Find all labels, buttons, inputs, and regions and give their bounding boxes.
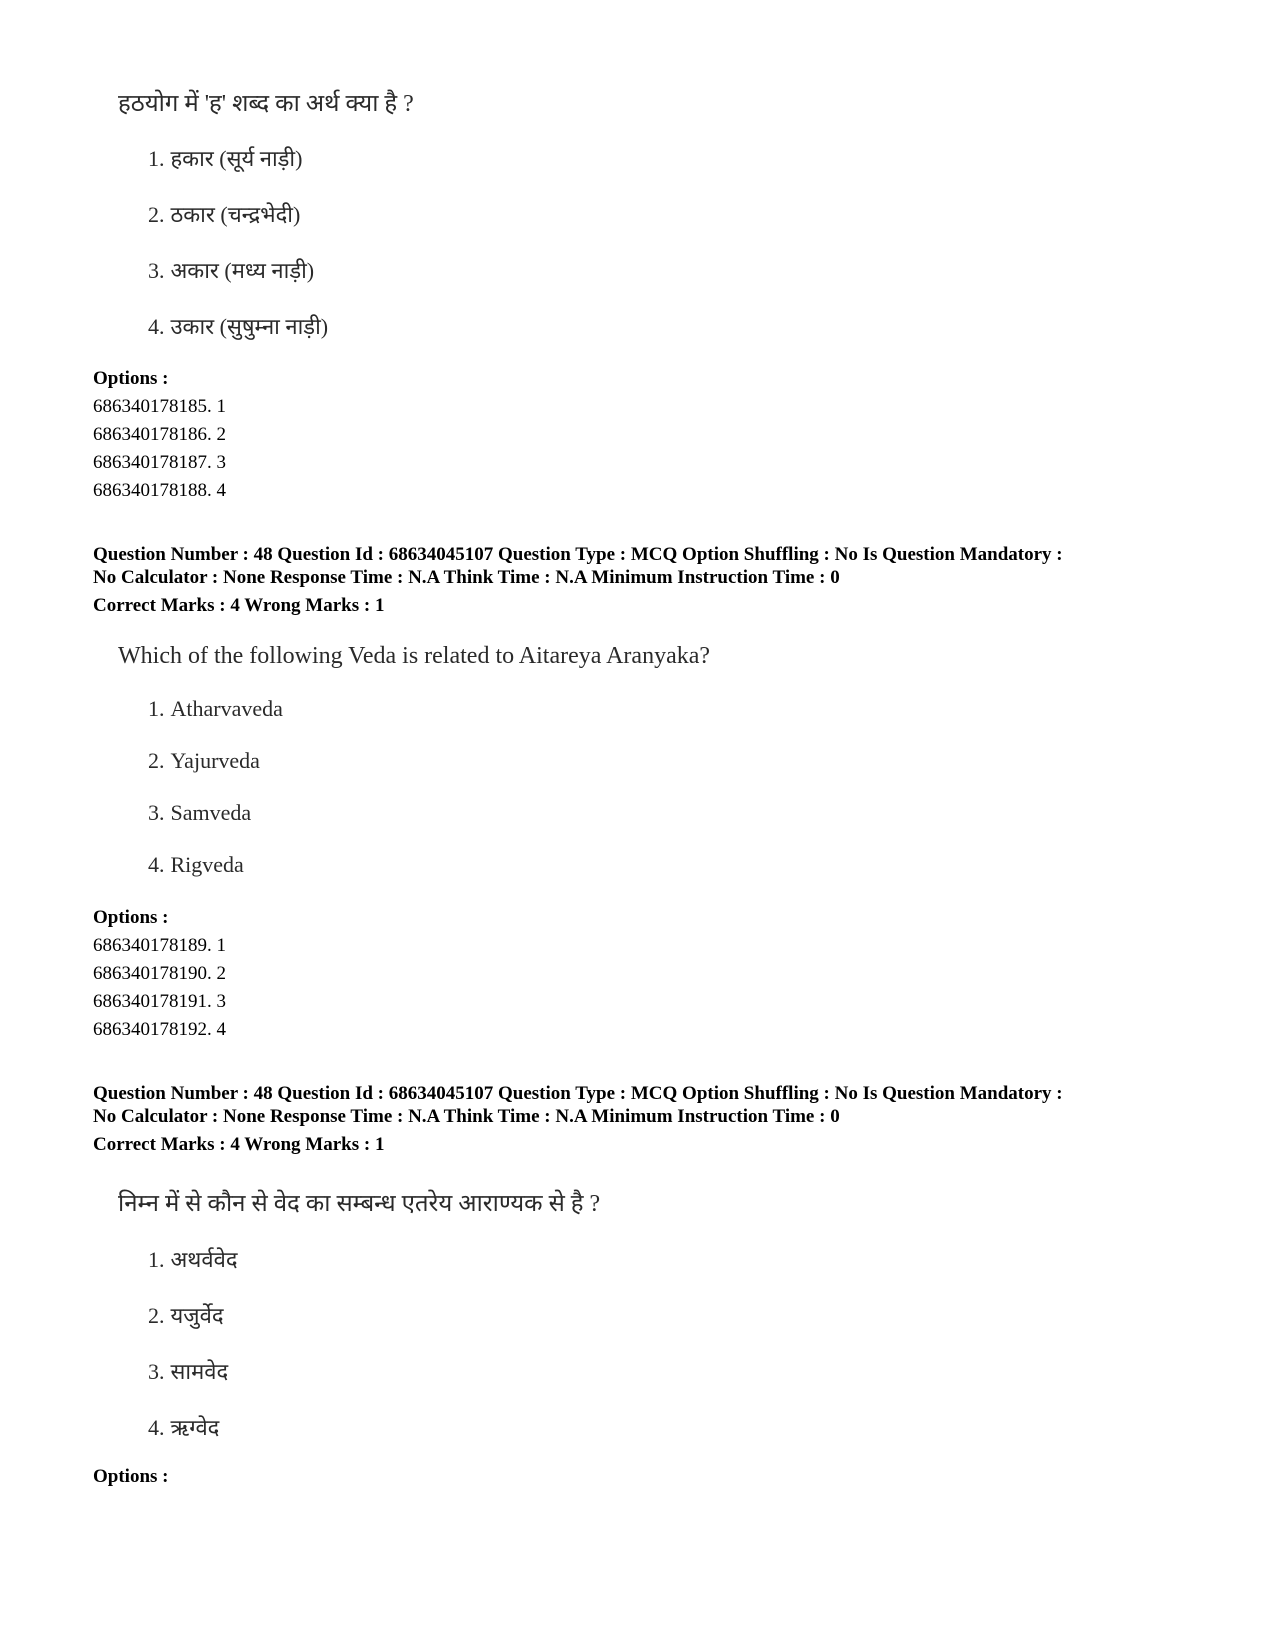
options-label: Options : — [93, 368, 169, 389]
choice-1 — [148, 143, 302, 173]
choice-2 — [148, 199, 300, 229]
option-id-line: 686340178187. 3 — [93, 452, 226, 473]
option-id-line: 686340178188. 4 — [93, 480, 226, 501]
choice-4 — [148, 311, 328, 341]
choice-text: Yajurveda — [170, 748, 260, 773]
choice-number: 4. — [148, 1415, 165, 1440]
option-id-line: 686340178186. 2 — [93, 424, 226, 445]
choice-1 — [148, 696, 283, 722]
choice-2 — [148, 748, 260, 774]
choice-number: 4. — [148, 852, 165, 877]
option-id-line: 686340178192. 4 — [93, 1019, 226, 1040]
choice-number: 3. — [148, 1359, 165, 1384]
question-marks: Correct Marks : 4 Wrong Marks : 1 — [93, 595, 385, 616]
option-id-line: 686340178189. 1 — [93, 935, 226, 956]
choice-number: 3. — [148, 258, 165, 283]
option-id-line: 686340178191. 3 — [93, 991, 226, 1012]
choice-text: ऋग्वेद — [170, 1415, 220, 1440]
choice-text: उकार (सुषुम्ना नाड़ी) — [170, 314, 329, 339]
choice-3 — [148, 255, 314, 285]
question-text-hindi-hatha: हठयोग में 'ह' शब्द का अर्थ क्या है ? — [118, 91, 414, 117]
question-meta-line-2: No Calculator : None Response Time : N.A Think Time : N.A Minimum Instruction Time : 0 — [93, 567, 840, 588]
question-text-hindi: निम्न में से कौन से वेद का सम्बन्ध एतरेय आराण्यक से है ? — [118, 1191, 601, 1217]
choice-number: 2. — [148, 1303, 165, 1328]
choice-3 — [148, 1356, 228, 1386]
choice-number: 3. — [148, 800, 165, 825]
choice-number: 1. — [148, 696, 165, 721]
choice-text: Rigveda — [170, 852, 244, 877]
choice-number: 2. — [148, 748, 165, 773]
choice-4 — [148, 852, 244, 878]
question-meta-line-1: Question Number : 48 Question Id : 68634045107 Question Type : MCQ Option Shuffling : No Is Question Mandatory : — [93, 1083, 1063, 1104]
choice-text: Atharvaveda — [170, 696, 283, 721]
choice-text: अकार (मध्य नाड़ी) — [170, 258, 315, 283]
choice-text: सामवेद — [170, 1359, 229, 1384]
question-meta-line-2: No Calculator : None Response Time : N.A Think Time : N.A Minimum Instruction Time : 0 — [93, 1106, 840, 1127]
choice-text: Samveda — [170, 800, 252, 825]
choice-number: 2. — [148, 202, 165, 227]
choice-3 — [148, 800, 251, 826]
choice-1 — [148, 1244, 238, 1274]
options-label: Options : — [93, 907, 169, 928]
choice-2 — [148, 1300, 224, 1330]
options-label: Options : — [93, 1466, 169, 1487]
question-text-english: Which of the following Veda is related to Aitareya Aranyaka? — [118, 643, 711, 669]
question-meta-line-1: Question Number : 48 Question Id : 68634045107 Question Type : MCQ Option Shuffling : No Is Question Mandatory : — [93, 544, 1063, 565]
choice-number: 1. — [148, 146, 165, 171]
option-id-line: 686340178190. 2 — [93, 963, 226, 984]
option-id-line: 686340178185. 1 — [93, 396, 226, 417]
choice-text: अथर्ववेद — [170, 1247, 238, 1272]
choice-number: 1. — [148, 1247, 165, 1272]
choice-text: हकार (सूर्य नाड़ी) — [170, 146, 303, 171]
question-marks: Correct Marks : 4 Wrong Marks : 1 — [93, 1134, 385, 1155]
choice-number: 4. — [148, 314, 165, 339]
choice-text: ठकार (चन्द्रभेदी) — [170, 202, 301, 227]
choice-text: यजुर्वेद — [170, 1303, 224, 1328]
choice-4 — [148, 1412, 219, 1442]
